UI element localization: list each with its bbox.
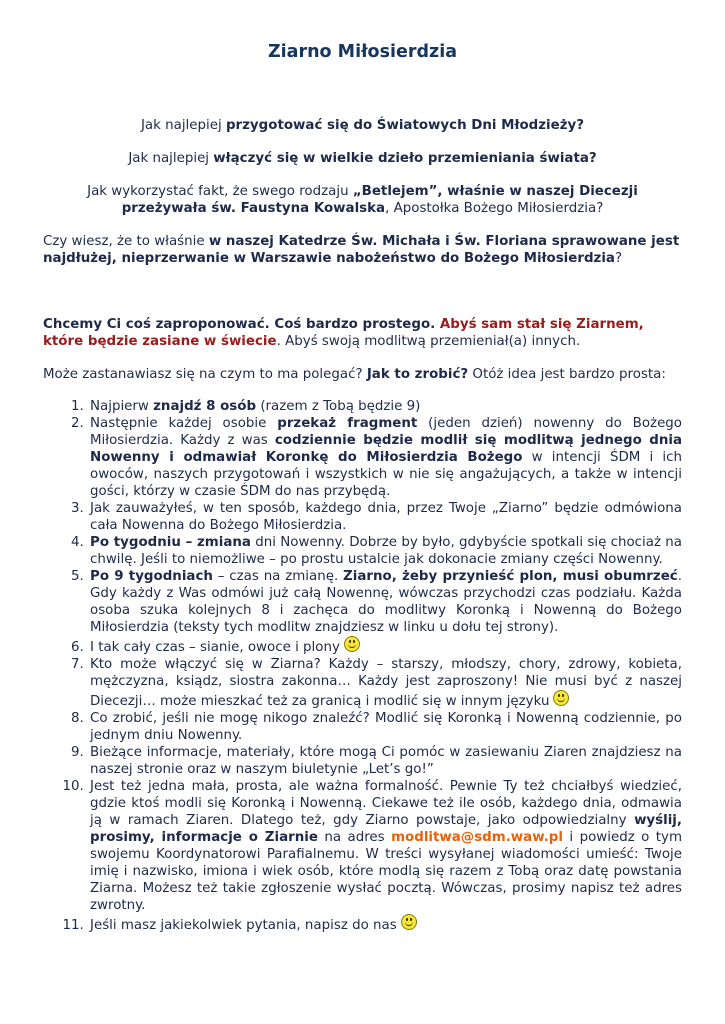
email-link[interactable]: modlitwa@sdm.waw.pl	[391, 830, 563, 845]
intro-paragraph: Chcemy Ci coś zaproponować. Coś bardzo prostego. Abyś sam stał się Ziarnem, które będzie zasiane w świecie. Abyś swoją modlitwą przemieniał(a) innych.	[43, 317, 644, 349]
idea-paragraph: Może zastanawiasz się na czym to ma polegać? Jak to zrobić? Otóż idea jest bardzo prosta:	[43, 367, 666, 382]
list-item: 6. I tak cały czas – sianie, owoce i plony	[88, 636, 682, 656]
list-item: 8. Co zrobić, jeśli nie mogę nikogo znaleźć? Modlić się Koronką i Nowenną codziennie, po jednym dniu Nowenny.	[88, 710, 682, 744]
list-item: 5. Po 9 tygodniach – czas na zmianę. Ziarno, żeby przynieść plon, musi obumrzeć. Gdy każdy z Was odmówi już całą Nowennę, wówczas przychodzi czas podziału. Każda osoba szuka kolejnych 8 i zachęca do modlitwy Koronką i Nowenną do Bożego Miłosierdzia (teksty tych modlitw znajdziesz w linku u dołu tej strony).	[88, 568, 682, 636]
page-title: Ziarno Miłosierdzia	[267, 42, 458, 62]
steps-list	[43, 398, 682, 934]
list-item: 3. Jak zauważyłeś, w ten sposób, każdego dnia, przez Twoje „Ziarno” będzie odmówiona cała Nowenna do Bożego Miłosierdzia.	[88, 500, 682, 534]
list-item: 10. Jest też jedna mała, prosta, ale ważna formalność. Pewnie Ty też chciałbyś wiedzieć, gdzie ktoś modli się Koronką i Nowenną. Ciekawe też ile osób, każdego dnia, odmawia ją w ramach Ziaren. Dlatego też, gdy Ziarno powstaje, jako odpowiedzialny wyślij, prosimy, informacje o Ziarnie na adres modlitwa@sdm.waw.pl i powiedz o tym swojemu Koordynatorowi Parafialnemu. W treści wysyłanej wiadomości umieść: Twoje imię i nazwisko, imiona i wiek osób, które modlą się razem z Tobą oraz datę powstania Ziarna. Możesz też takie zgłoszenie wysłać pocztą. Wówczas, prosimy napisz też adres zwrotny.	[88, 778, 682, 914]
question-2: Jak najlepiej włączyć się w wielkie dzieło przemieniania świata?	[128, 151, 597, 166]
list-item: 4. Po tygodniu – zmiana dni Nowenny. Dobrze by było, gdybyście spotkali się chociaż na chwilę. Jeśli to niemożliwe – po prostu ustalcie jak dokonacie zmiany części Nowenny.	[88, 534, 682, 568]
question-3: Jak wykorzystać fakt, że swego rodzaju „Betlejem”, właśnie w naszej Diecezji przeżywała św. Faustyna Kowalska, Apostołka Bożego Miłosierdzia?	[87, 184, 638, 216]
smiley-icon	[553, 690, 569, 706]
list-item: 7. Kto może włączyć się w Ziarna? Każdy – starszy, młodszy, chory, zdrowy, kobieta, mężczyzna, ksiądz, siostra zakonna… Każdy jest zaproszony! Nie musi być z naszej Diecezji… może mieszkać też za granicą i modlić się w innym języku	[88, 656, 682, 710]
list-item: 11. Jeśli masz jakiekolwiek pytania, napisz do nas	[88, 914, 682, 934]
smiley-icon	[401, 914, 417, 930]
smiley-icon	[344, 636, 360, 652]
question-1: Jak najlepiej przygotować się do Światowych Dni Młodzieży?	[140, 118, 585, 133]
list-item: 9. Bieżące informacje, materiały, które mogą Ci pomóc w zasiewaniu Ziaren znajdziesz na naszej stronie oraz w naszym biuletynie „Let’s go!”	[88, 744, 682, 778]
list-item: 2. Następnie każdej osobie przekaż fragment (jeden dzień) nowenny do Bożego Miłosierdzia. Każdy z was codziennie będzie modlił się modlitwą jednego dnia Nowenny i odmawiał Koronkę do Miłosierdzia Bożego w intencji ŚDM i ich owoców, naszych przygotowań i wszystkich w nie się angażujących, a także w intencji gości, którzy w czasie ŚDM do nas przybędą.	[88, 415, 682, 500]
list-item: 1. Najpierw znajdź 8 osób (razem z Tobą będzie 9)	[88, 398, 682, 415]
question-4: Czy wiesz, że to właśnie w naszej Katedrze Św. Michała i Św. Floriana sprawowane jest najdłużej, nieprzerwanie w Warszawie nabożeństwo do Bożego Miłosierdzia?	[43, 234, 680, 266]
